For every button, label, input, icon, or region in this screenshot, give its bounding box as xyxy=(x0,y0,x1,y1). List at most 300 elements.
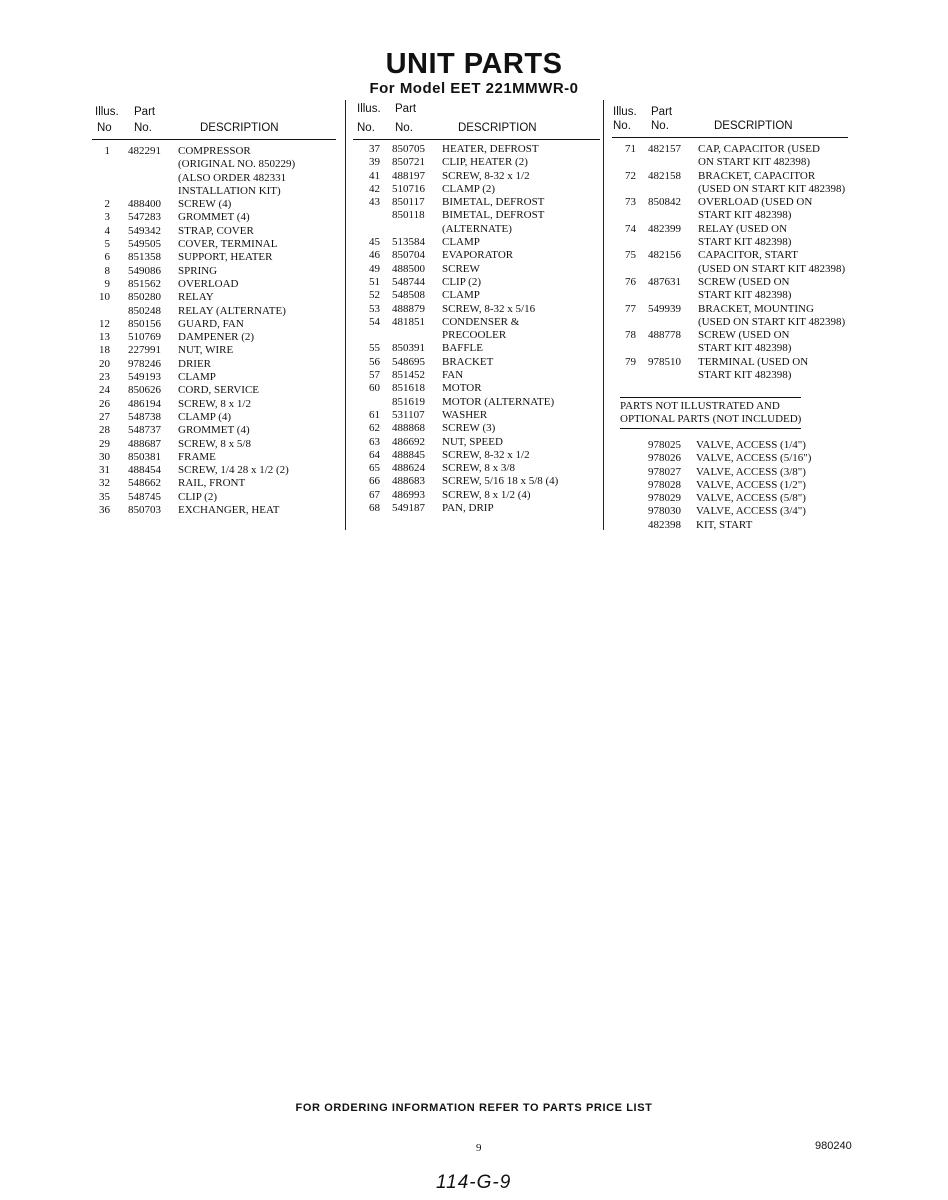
part-description: COVER, TERMINAL xyxy=(178,238,278,251)
part-description: SCREW (4) xyxy=(178,198,232,211)
illus-number: 77 xyxy=(625,302,636,315)
part-description: GROMMET (4) xyxy=(178,211,250,224)
part-description: SCREW, 8 x 3/8 xyxy=(442,462,515,475)
part-number: 548737 xyxy=(128,424,161,437)
column-divider xyxy=(345,100,346,530)
part-number: 548695 xyxy=(392,355,425,368)
parts-row xyxy=(614,505,811,518)
part-number: 850721 xyxy=(392,156,425,169)
part-description: BRACKET, CAPACITOR xyxy=(698,169,816,182)
parts-row xyxy=(614,452,811,465)
parts-row xyxy=(88,278,295,291)
part-description: MOTOR (ALTERNATE) xyxy=(442,395,555,408)
handwritten-note: 114-G-9 xyxy=(436,1172,512,1193)
part-number: 486692 xyxy=(392,435,425,448)
parts-row xyxy=(614,196,845,223)
parts-row xyxy=(358,475,558,488)
part-number: 488454 xyxy=(128,464,161,477)
parts-row xyxy=(358,489,558,502)
part-number: 482398 xyxy=(648,518,681,531)
part-number: 488868 xyxy=(392,422,425,435)
part-number: 851452 xyxy=(392,369,425,382)
illus-number: 63 xyxy=(369,435,380,448)
part-description: GUARD, FAN xyxy=(178,317,244,330)
illus-number: 75 xyxy=(625,249,636,262)
illus-number: 35 xyxy=(99,490,110,503)
part-description: BIMETAL, DEFROST xyxy=(442,196,545,209)
parts-row xyxy=(88,477,295,490)
part-number: 488687 xyxy=(128,437,161,450)
parts-row xyxy=(358,156,558,169)
illus-number: 79 xyxy=(625,355,636,368)
part-description: SPRING xyxy=(178,264,218,277)
page-number: 9 xyxy=(476,1142,482,1154)
illus-number: 43 xyxy=(369,196,380,209)
part-description: SCREW, 8 x 5/8 xyxy=(178,437,251,450)
parts-row xyxy=(358,369,558,382)
col3-header-no: No. xyxy=(613,120,631,132)
parts-row xyxy=(88,438,295,451)
parts-row xyxy=(358,449,558,462)
part-number: 482291 xyxy=(128,145,161,157)
part-description: VALVE, ACCESS (1/2") xyxy=(696,478,806,491)
parts-row xyxy=(88,238,295,251)
parts-row xyxy=(88,318,295,331)
part-description: SCREW, 1/4 28 x 1/2 (2) xyxy=(178,464,289,477)
parts-row xyxy=(358,289,558,302)
parts-row xyxy=(88,371,295,384)
part-number: 486194 xyxy=(128,397,161,410)
illus-number: 5 xyxy=(104,238,110,251)
illus-number: 28 xyxy=(99,424,110,437)
illus-number: 3 xyxy=(104,211,110,224)
part-number: 850118 xyxy=(392,209,425,222)
parts-row xyxy=(88,265,295,278)
parts-row xyxy=(614,479,811,492)
part-number: 850703 xyxy=(128,504,161,517)
illus-number: 61 xyxy=(369,408,380,421)
illus-number: 36 xyxy=(99,504,110,517)
page-title: UNIT PARTS xyxy=(385,48,563,80)
illus-number: 12 xyxy=(99,317,110,330)
illus-number: 32 xyxy=(99,477,110,490)
part-number: 488400 xyxy=(128,198,161,211)
illus-number: 64 xyxy=(369,448,380,461)
col3-header-rule xyxy=(612,137,848,138)
part-number: 850842 xyxy=(648,196,681,209)
col2-header-description: DESCRIPTION xyxy=(458,122,537,134)
illus-number: 24 xyxy=(99,384,110,397)
parts-row xyxy=(358,170,558,183)
parts-row xyxy=(614,519,811,532)
part-description: FAN xyxy=(442,369,464,382)
part-number: 549939 xyxy=(648,302,681,315)
part-description: SCREW, 8-32 x 1/2 xyxy=(442,169,530,182)
parts-row xyxy=(88,504,295,517)
part-description: WASHER xyxy=(442,408,488,421)
part-description: START KIT 482398) xyxy=(698,369,792,382)
parts-row xyxy=(88,145,295,198)
optional-parts-list xyxy=(614,439,811,532)
part-number: 488197 xyxy=(392,169,425,182)
parts-row xyxy=(358,183,558,196)
illus-number: 51 xyxy=(369,275,380,288)
part-number: 488845 xyxy=(392,448,425,461)
part-number: 978246 xyxy=(128,357,161,370)
part-description: BRACKET, MOUNTING xyxy=(698,302,814,315)
col3-parts-list xyxy=(614,143,845,382)
part-description: BAFFLE xyxy=(442,342,483,355)
part-description: CLIP, HEATER (2) xyxy=(442,156,528,169)
parts-row xyxy=(358,196,558,209)
parts-row xyxy=(358,276,558,289)
illus-number: 73 xyxy=(625,196,636,209)
part-description: RAIL, FRONT xyxy=(178,477,246,490)
part-description: ON START KIT 482398) xyxy=(698,156,811,169)
parts-row xyxy=(358,143,558,156)
illus-number: 60 xyxy=(369,382,380,395)
part-description: STRAP, COVER xyxy=(178,224,254,237)
parts-row xyxy=(88,411,295,424)
part-number: 482157 xyxy=(648,143,681,155)
illus-number: 10 xyxy=(99,291,110,304)
parts-row xyxy=(358,356,558,369)
part-number: 487631 xyxy=(648,275,681,288)
parts-row xyxy=(88,398,295,411)
part-number: 486993 xyxy=(392,488,425,501)
parts-row xyxy=(88,491,295,504)
col1-header-part: Part xyxy=(134,106,156,118)
part-number: 851619 xyxy=(392,395,425,408)
part-description: SCREW xyxy=(442,262,480,275)
part-description: (USED ON START KIT 482398) xyxy=(698,182,846,195)
part-description: RELAY xyxy=(178,291,214,304)
part-description: DRIER xyxy=(178,357,211,370)
part-description: VALVE, ACCESS (5/16") xyxy=(696,452,812,465)
part-description: SCREW (3) xyxy=(442,422,496,435)
part-description: TERMINAL (USED ON xyxy=(698,355,809,368)
col1-parts-list xyxy=(88,145,295,517)
parts-row xyxy=(358,303,558,316)
illus-number: 8 xyxy=(104,264,110,277)
col2-header-rule xyxy=(353,139,600,140)
part-number: 488624 xyxy=(392,462,425,475)
part-description: EXCHANGER, HEAT xyxy=(178,504,280,517)
part-description: VALVE, ACCESS (1/4") xyxy=(696,439,806,451)
part-number: 547283 xyxy=(128,211,161,224)
illus-number: 26 xyxy=(99,397,110,410)
parts-row xyxy=(88,344,295,357)
part-description: CLAMP xyxy=(178,371,216,384)
part-number: 510716 xyxy=(392,182,425,195)
part-number: 482158 xyxy=(648,169,681,182)
part-description: SCREW, 8-32 x 1/2 xyxy=(442,448,530,461)
part-description: VALVE, ACCESS (3/8") xyxy=(696,465,806,478)
part-description: CAPACITOR, START xyxy=(698,249,798,262)
part-description: NUT, SPEED xyxy=(442,435,503,448)
part-number: 851358 xyxy=(128,251,161,264)
part-description: CONDENSER & xyxy=(442,315,520,328)
part-number: 482156 xyxy=(648,249,681,262)
part-description: (ALTERNATE) xyxy=(442,222,512,235)
part-description: FRAME xyxy=(178,450,216,463)
part-description: HEATER, DEFROST xyxy=(442,143,539,155)
part-description: CLAMP xyxy=(442,236,480,249)
illus-number: 54 xyxy=(369,315,380,328)
part-description: (USED ON START KIT 482398) xyxy=(698,315,846,328)
part-number: 978027 xyxy=(648,465,681,478)
part-description: COMPRESSOR xyxy=(178,145,251,157)
illus-number: 66 xyxy=(369,475,380,488)
part-description: DAMPENER (2) xyxy=(178,331,255,344)
col2-header-partno: No. xyxy=(395,122,413,134)
col1-header-description: DESCRIPTION xyxy=(200,122,279,134)
column-divider xyxy=(603,100,604,530)
part-description: (ORIGINAL NO. 850229) xyxy=(178,158,296,171)
illus-number: 72 xyxy=(625,169,636,182)
parts-row xyxy=(88,464,295,477)
illus-number: 20 xyxy=(99,357,110,370)
note-line: PARTS NOT ILLUSTRATED AND xyxy=(620,400,780,412)
part-description: INSTALLATION KIT) xyxy=(178,184,281,197)
ordering-footer: FOR ORDERING INFORMATION REFER TO PARTS PRICE LIST xyxy=(295,1102,653,1114)
part-number: 488778 xyxy=(648,329,681,342)
parts-row xyxy=(614,356,845,383)
part-number: 850626 xyxy=(128,384,161,397)
part-description: VALVE, ACCESS (3/4") xyxy=(696,505,806,518)
illus-number: 41 xyxy=(369,169,380,182)
part-description: START KIT 482398) xyxy=(698,342,792,355)
part-description: BIMETAL, DEFROST xyxy=(442,209,545,222)
part-description: EVAPORATOR xyxy=(442,249,514,262)
parts-row xyxy=(88,424,295,437)
part-number: 978510 xyxy=(648,355,681,368)
part-number: 548508 xyxy=(392,289,425,302)
parts-row xyxy=(88,305,295,318)
illus-number: 27 xyxy=(99,410,110,423)
illus-number: 56 xyxy=(369,355,380,368)
illus-number: 49 xyxy=(369,262,380,275)
parts-row xyxy=(88,225,295,238)
part-number: 531107 xyxy=(392,408,425,421)
part-number: 481851 xyxy=(392,315,425,328)
part-description: KIT, START xyxy=(696,518,753,531)
parts-row xyxy=(88,384,295,397)
part-number: 850704 xyxy=(392,249,425,262)
parts-row xyxy=(358,436,558,449)
illus-number: 53 xyxy=(369,302,380,315)
col1-header-illus: Illus. xyxy=(95,106,119,118)
part-description: SCREW, 8 x 1/2 (4) xyxy=(442,488,531,501)
part-number: 850705 xyxy=(392,143,425,155)
part-number: 978030 xyxy=(648,505,681,518)
part-description: NUT, WIRE xyxy=(178,344,234,357)
parts-row xyxy=(358,409,558,422)
illus-number: 68 xyxy=(369,502,380,515)
part-description: SCREW, 8 x 1/2 xyxy=(178,397,251,410)
part-number: 978029 xyxy=(648,492,681,505)
parts-row xyxy=(614,223,845,250)
col1-header-partno: No. xyxy=(134,122,152,134)
part-description: SCREW (USED ON xyxy=(698,329,790,342)
parts-row xyxy=(358,249,558,262)
part-number: 978026 xyxy=(648,452,681,465)
parts-row xyxy=(88,331,295,344)
parts-row xyxy=(358,396,558,409)
part-description: OVERLOAD xyxy=(178,277,239,290)
illus-number: 67 xyxy=(369,488,380,501)
part-description: BRACKET xyxy=(442,355,494,368)
col2-parts-list xyxy=(358,143,558,515)
part-description: (ALSO ORDER 482331 xyxy=(178,171,287,184)
illus-number: 52 xyxy=(369,289,380,302)
part-number: 850381 xyxy=(128,450,161,463)
parts-row xyxy=(614,143,845,170)
part-number: 978025 xyxy=(648,439,681,451)
parts-row xyxy=(358,462,558,475)
parts-row xyxy=(614,329,845,356)
illus-number: 37 xyxy=(369,143,380,155)
part-description: (USED ON START KIT 482398) xyxy=(698,262,846,275)
illus-number: 65 xyxy=(369,462,380,475)
illus-number: 76 xyxy=(625,275,636,288)
part-number: 549187 xyxy=(392,502,425,515)
part-description: START KIT 482398) xyxy=(698,209,792,222)
parts-row xyxy=(88,451,295,464)
part-number: 227991 xyxy=(128,344,161,357)
part-number: 850156 xyxy=(128,317,161,330)
parts-row xyxy=(358,316,558,343)
not-illustrated-note xyxy=(620,397,801,429)
illus-number: 30 xyxy=(99,450,110,463)
illus-number: 18 xyxy=(99,344,110,357)
part-number: 549342 xyxy=(128,224,161,237)
part-description: CLAMP (4) xyxy=(178,410,232,423)
part-description: PRECOOLER xyxy=(442,329,507,342)
col3-header-partno: No. xyxy=(651,120,669,132)
part-description: CLIP (2) xyxy=(442,275,482,288)
part-description: CAP, CAPACITOR (USED xyxy=(698,143,820,155)
illus-number: 42 xyxy=(369,182,380,195)
part-number: 510769 xyxy=(128,331,161,344)
part-description: CLIP (2) xyxy=(178,490,218,503)
illus-number: 23 xyxy=(99,371,110,384)
part-number: 549086 xyxy=(128,264,161,277)
part-number: 850117 xyxy=(392,196,425,209)
part-description: OVERLOAD (USED ON xyxy=(698,196,813,209)
parts-row xyxy=(88,198,295,211)
part-number: 548744 xyxy=(392,275,425,288)
part-number: 488683 xyxy=(392,475,425,488)
parts-row xyxy=(614,303,845,330)
parts-row xyxy=(358,263,558,276)
part-description: CLAMP (2) xyxy=(442,182,496,195)
parts-row xyxy=(358,502,558,515)
col2-header-no: No. xyxy=(357,122,375,134)
note-line: OPTIONAL PARTS (NOT INCLUDED) xyxy=(620,413,802,426)
part-description: SCREW, 8-32 x 5/16 xyxy=(442,302,536,315)
illus-number: 31 xyxy=(99,464,110,477)
part-description: GROMMET (4) xyxy=(178,424,250,437)
parts-row xyxy=(358,236,558,249)
illus-number: 78 xyxy=(625,329,636,342)
col3-header-illus: Illus. xyxy=(613,106,637,118)
parts-row xyxy=(88,358,295,371)
illus-number: 9 xyxy=(104,277,110,290)
illus-number: 57 xyxy=(369,369,380,382)
part-number: 851618 xyxy=(392,382,425,395)
part-description: START KIT 482398) xyxy=(698,236,792,249)
parts-row xyxy=(614,249,845,276)
part-number: 488879 xyxy=(392,302,425,315)
part-description: RELAY (USED ON xyxy=(698,222,788,235)
parts-row xyxy=(614,492,811,505)
part-number: 548662 xyxy=(128,477,161,490)
part-number: 482399 xyxy=(648,222,681,235)
part-description: RELAY (ALTERNATE) xyxy=(178,304,286,317)
part-number: 549505 xyxy=(128,238,161,251)
parts-row xyxy=(358,209,558,236)
part-description: CORD, SERVICE xyxy=(178,384,260,397)
part-number: 488500 xyxy=(392,262,425,275)
part-description: MOTOR xyxy=(442,382,482,395)
part-number: 850248 xyxy=(128,304,161,317)
illus-number: 74 xyxy=(625,222,636,235)
parts-row xyxy=(88,211,295,224)
illus-number: 45 xyxy=(369,236,380,249)
part-description: SCREW (USED ON xyxy=(698,275,790,288)
part-description: VALVE, ACCESS (5/8") xyxy=(696,492,806,505)
illus-number: 39 xyxy=(369,156,380,169)
part-description: SUPPORT, HEATER xyxy=(178,251,273,264)
illus-number: 46 xyxy=(369,249,380,262)
col2-header-part: Part xyxy=(395,103,417,115)
model-subtitle: For Model EET 221MMWR-0 xyxy=(369,80,579,97)
illus-number: 13 xyxy=(99,331,110,344)
part-number: 978028 xyxy=(648,478,681,491)
parts-row xyxy=(88,251,295,264)
col2-header-illus: Illus. xyxy=(357,103,381,115)
parts-row xyxy=(88,291,295,304)
parts-row xyxy=(358,422,558,435)
part-number: 850280 xyxy=(128,291,161,304)
col1-header-no: No xyxy=(97,122,112,134)
part-number: 851562 xyxy=(128,277,161,290)
part-description: SCREW, 5/16 18 x 5/8 (4) xyxy=(442,475,559,488)
part-number: 549193 xyxy=(128,371,161,384)
parts-row xyxy=(358,382,558,395)
parts-row xyxy=(614,170,845,197)
parts-row xyxy=(614,466,811,479)
parts-row xyxy=(614,276,845,303)
parts-row xyxy=(358,342,558,355)
part-number: 850391 xyxy=(392,342,425,355)
part-description: PAN, DRIP xyxy=(442,502,494,515)
illus-number: 55 xyxy=(369,342,380,355)
document-code: 980240 xyxy=(815,1140,852,1152)
part-number: 548745 xyxy=(128,490,161,503)
part-number: 548738 xyxy=(128,410,161,423)
part-description: START KIT 482398) xyxy=(698,289,792,302)
illus-number: 4 xyxy=(104,224,110,237)
illus-number: 62 xyxy=(369,422,380,435)
col3-header-description: DESCRIPTION xyxy=(714,120,793,132)
illus-number: 29 xyxy=(99,437,110,450)
part-number: 513584 xyxy=(392,236,425,249)
parts-row xyxy=(614,439,811,452)
illus-number: 6 xyxy=(104,251,110,264)
col1-header-rule xyxy=(92,139,336,140)
